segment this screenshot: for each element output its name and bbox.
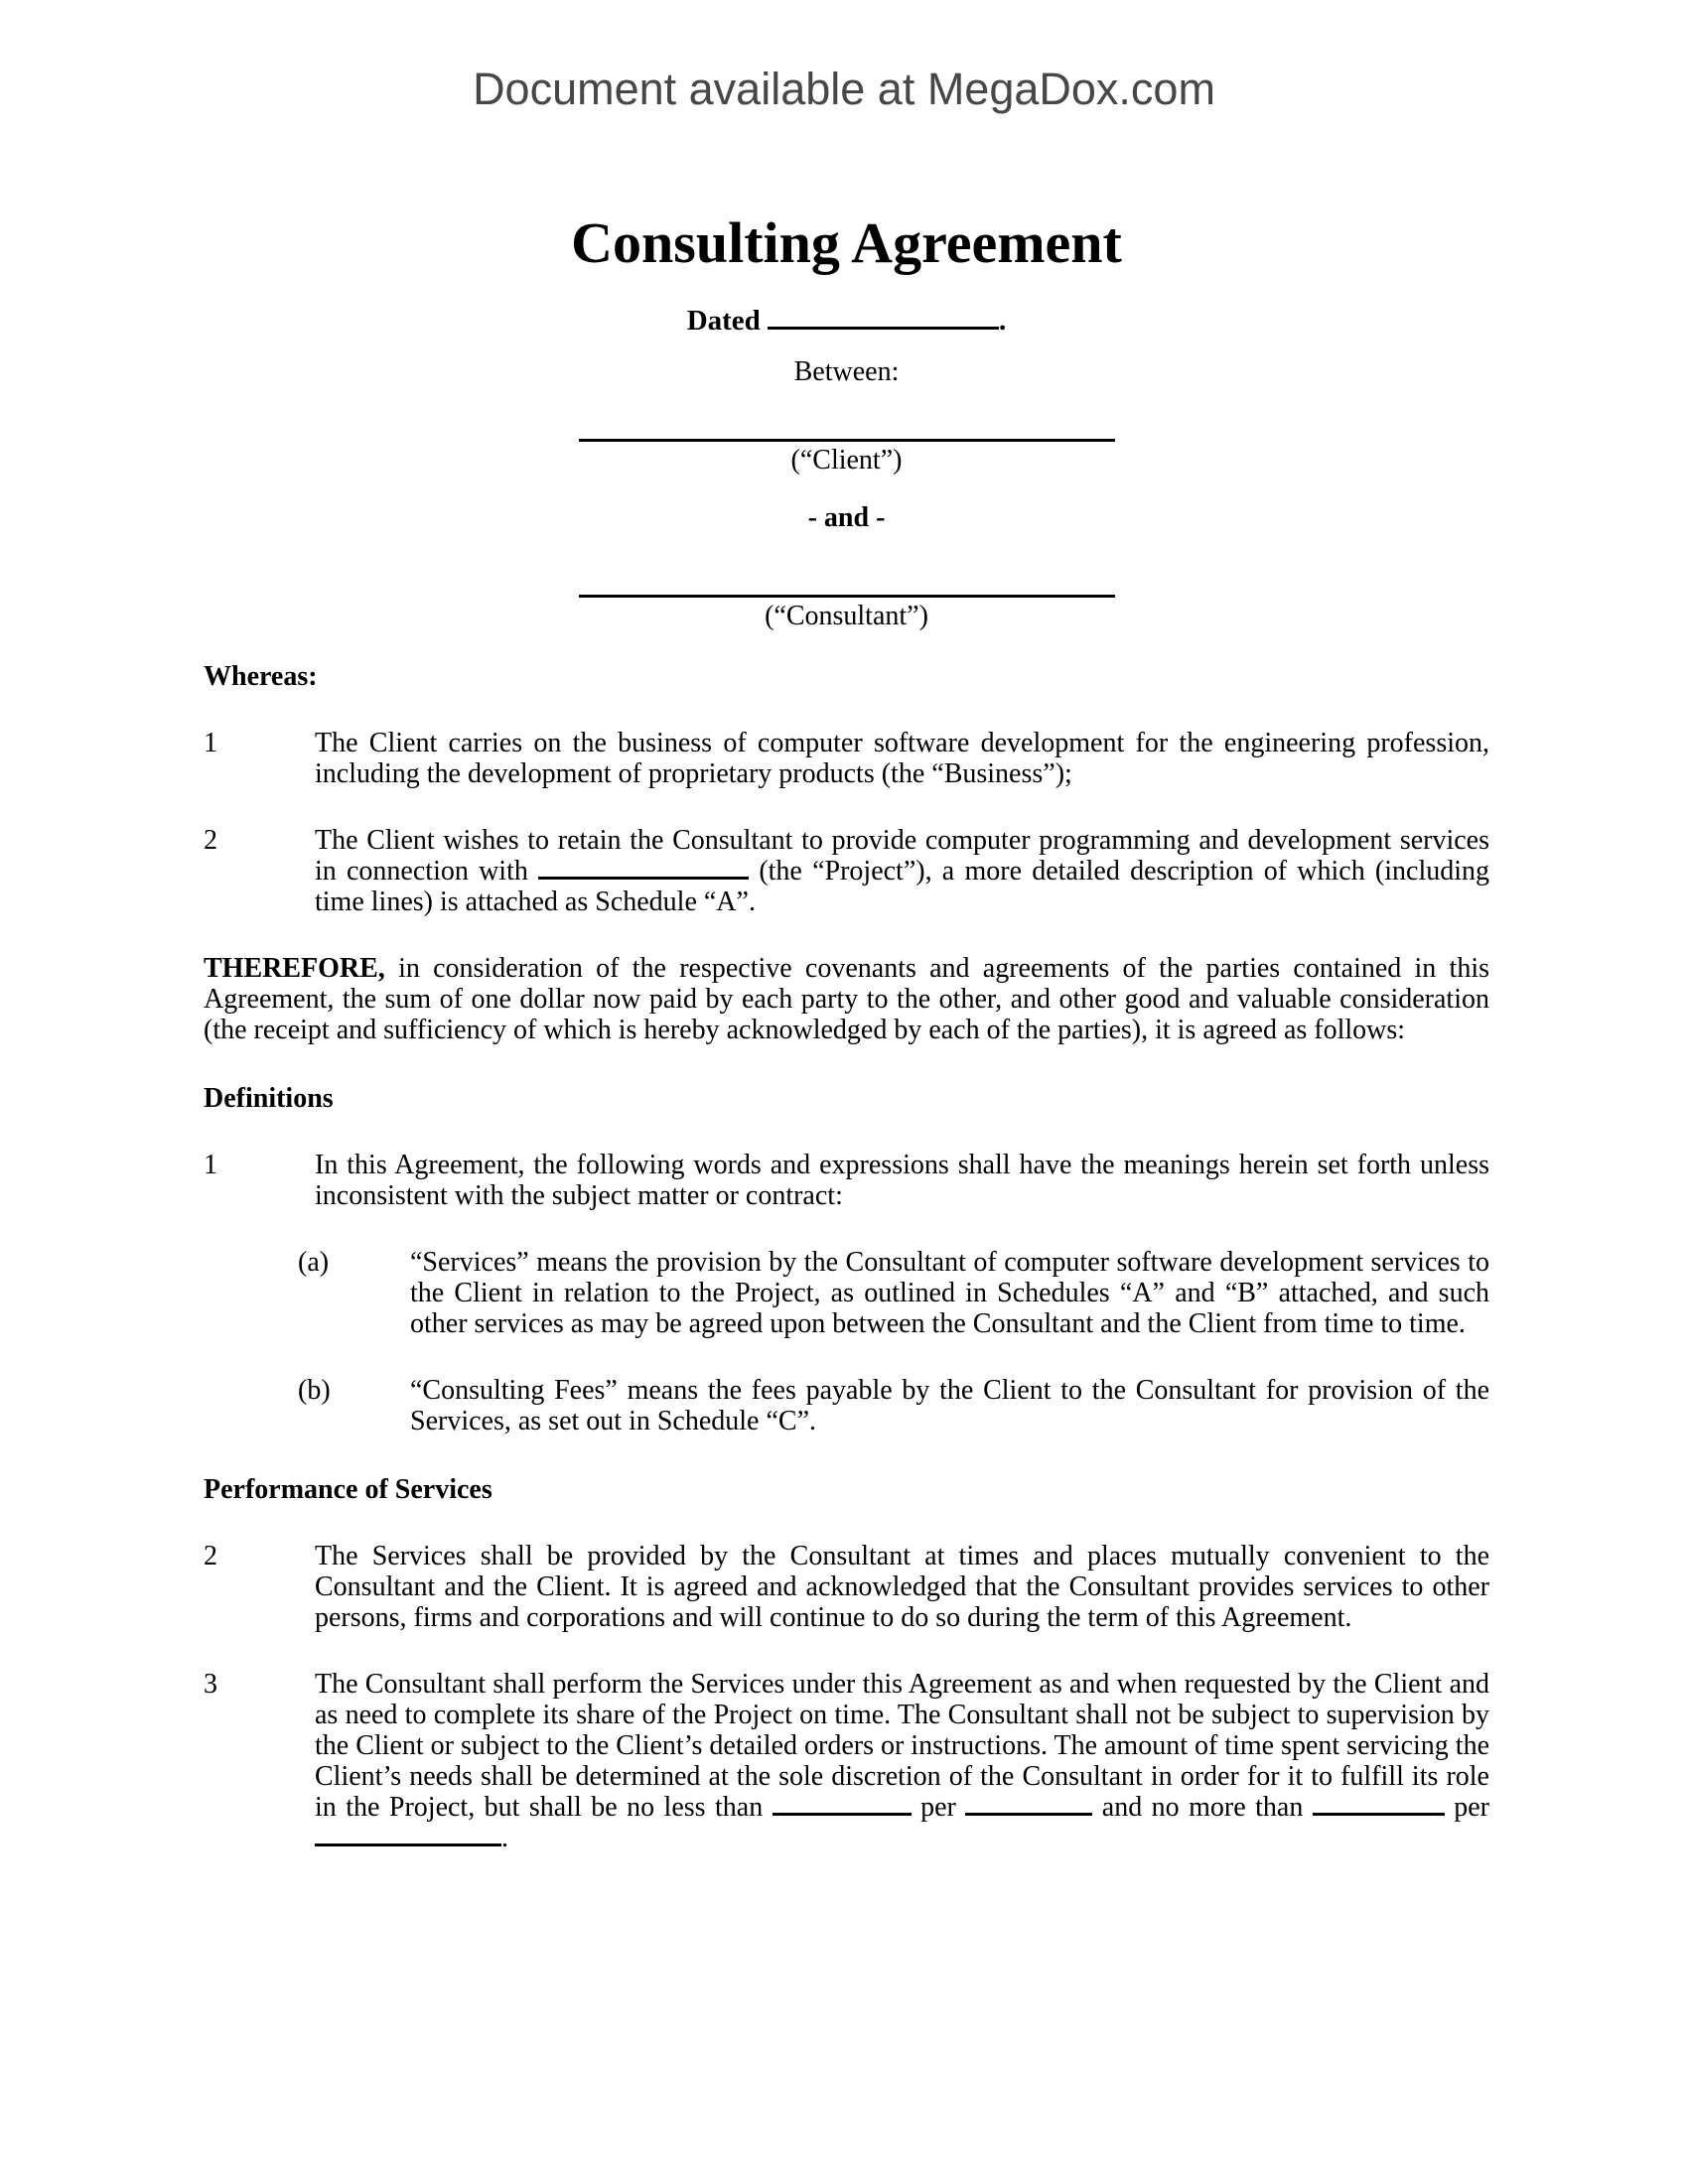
document-content [0, 210, 1688, 1853]
max-time-blank [1313, 1807, 1445, 1816]
recital-text-after-blank: (the “Project”), a more detailed description of which (including time lines) is attached as Schedule “A”. [315, 856, 1490, 917]
whereas-heading: Whereas: [204, 661, 318, 692]
therefore-text: in consideration of the respective covenants and agreements of the parties contained in this Agreement, the sum of one dollar now paid by each party to the other, and other good and valuable consideration (the receipt and sufficiency of which is hereby acknowledged by each of the parties), it is agreed as follows: [204, 953, 1490, 1045]
project-name-blank [538, 871, 749, 880]
min-time-blank [773, 1807, 912, 1816]
consultant-designation: (“Consultant”) [765, 601, 928, 631]
clause-item-2 [204, 1541, 1489, 1633]
therefore-lead-word: THEREFORE, [204, 953, 385, 984]
consultant-name-line [579, 595, 1115, 598]
recital-text: The Client carries on the business of computer software development for the engineering profession, including the development of proprietary products (the “Business”); [315, 728, 1489, 789]
clause-text: The Services shall be provided by the Consultant at times and places mutually convenient to the Consultant and the Client. It is agreed and acknowledged that the Consultant provides services to other persons, firms and corporations and will continue to do so during the term of this Agreement. [315, 1541, 1489, 1633]
subitem-label: (a) [298, 1247, 330, 1278]
recital-number: 1 [204, 728, 217, 758]
between-label: Between: [793, 356, 900, 387]
dated-line [204, 304, 1489, 338]
clause-text-part5: . [501, 1823, 508, 1853]
client-designation: (“Client”) [790, 445, 903, 476]
recital-number: 2 [204, 825, 217, 856]
subitem-text: “Consulting Fees” means the fees payable by the Client to the Consultant for provision of the Services, as set out in Schedule “C”. [410, 1375, 1489, 1436]
dated-label: Dated [686, 305, 761, 337]
clause-text: In this Agreement, the following words and expressions shall have the meanings herein set forth unless inconsistent with the subject matter or contract: [315, 1150, 1489, 1211]
definition-subitem-b [298, 1375, 1489, 1436]
and-separator: - and - [807, 502, 886, 533]
clause-number: 1 [204, 1150, 217, 1180]
min-period-blank [965, 1807, 1092, 1816]
subitem-text: “Services” means the provision by the Consultant of computer software development services to the Client in relation to the Project, as outlined in Schedules “A” and “B” attached, and such other services as may be agreed upon between the Consultant and the Client from time to time. [410, 1247, 1489, 1339]
recital-item-1 [204, 728, 1489, 789]
client-name-line [579, 439, 1115, 442]
recital-text [315, 825, 1489, 917]
clause-text-part4: per [1454, 1792, 1489, 1823]
dated-period: . [999, 305, 1007, 337]
performance-heading: Performance of Services [204, 1474, 492, 1505]
recital-item-2 [204, 825, 1489, 917]
clause-text-part2: per [920, 1792, 956, 1823]
subitem-label: (b) [298, 1375, 331, 1406]
max-period-blank [315, 1838, 501, 1846]
watermark-text: Document available at MegaDox.com [473, 64, 1215, 114]
therefore-clause [204, 953, 1489, 1045]
definition-subitem-a [298, 1247, 1489, 1339]
clause-number: 3 [204, 1669, 217, 1700]
clause-text-part1: The Consultant shall perform the Services under this Agreement as and when requested by the Client and as need to complete its share of the Project on time. The Consultant shall not be subject to supervision by the Client or subject to the Client’s detailed orders or instructions. The amount of time spent servicing the Client’s needs shall be determined at the sole discretion of the Consultant in order for it to fulfill its role in the Project, but shall be no less than [315, 1669, 1490, 1823]
definitions-heading: Definitions [204, 1083, 334, 1114]
date-blank-line [768, 321, 999, 330]
clause-item-3 [204, 1669, 1489, 1853]
definitions-intro-item [204, 1150, 1489, 1211]
document-title: Consulting Agreement [571, 210, 1122, 275]
clause-text-part3: and no more than [1101, 1792, 1304, 1823]
recital-text-before-blank: The Client wishes to retain the Consultant to provide computer programming and development services in connection with [315, 825, 1489, 887]
clause-text [315, 1669, 1489, 1853]
clause-number: 2 [204, 1541, 217, 1571]
